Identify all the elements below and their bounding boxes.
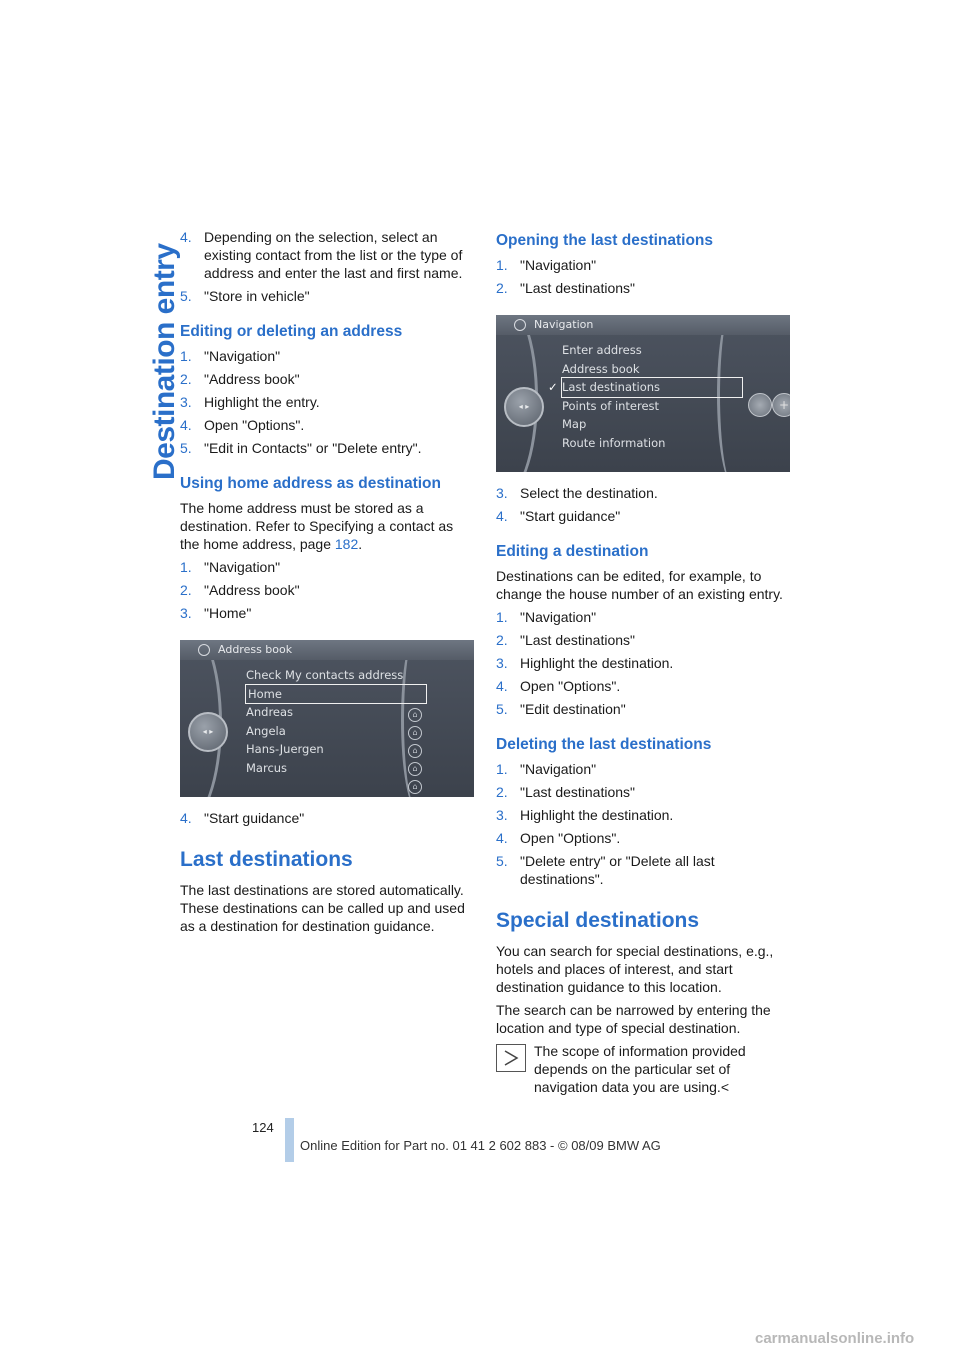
page-number: 124 <box>252 1120 274 1135</box>
menu-item: Hans-Juergen <box>246 742 324 756</box>
note-icon <box>496 1044 526 1072</box>
settings-icon <box>514 319 526 331</box>
menu-item: Address book <box>562 361 640 376</box>
contact-icon: ⌂ <box>408 780 422 794</box>
list-item: 1. "Navigation" <box>496 609 597 625</box>
menu-item: Enter address <box>562 343 642 357</box>
knob-icon <box>748 393 772 417</box>
list-item: 3. Select the destination. <box>496 485 658 501</box>
menu-item: Check My contacts address <box>246 668 404 682</box>
contact-icon: ⌂ <box>408 744 422 758</box>
special-paragraph-1: You can search for special destinations, e.g., hotels and places of interest, and start destination guidance to this location. <box>496 943 774 995</box>
navigation-screenshot <box>496 315 790 472</box>
list-item: 2. "Last destinations" <box>496 280 636 296</box>
list-item: 5. "Edit destination" <box>496 701 626 717</box>
list-item: 3. Highlight the entry. <box>180 394 320 410</box>
list-item: 4. Open "Options". <box>180 417 305 433</box>
list-item: 3. Highlight the destination. <box>496 655 674 671</box>
page-link[interactable]: 182 <box>334 536 359 552</box>
footer-bar <box>285 1118 294 1162</box>
footer-edition: Online Edition for Part no. 01 41 2 602 883 - © 08/09 BMW AG <box>300 1138 661 1153</box>
heading-delete-destinations: Deleting the last destinations <box>496 736 712 753</box>
plus-icon: + <box>772 393 790 417</box>
list-item: 4. Open "Options". <box>496 678 621 694</box>
section-title <box>118 230 181 490</box>
heading-edit-address: Editing or deleting an address <box>180 323 403 340</box>
note-end-mark: < <box>720 1079 729 1095</box>
list-item: 3. "Home" <box>180 605 252 621</box>
controller-knob-icon: ◂ ▸ <box>188 712 228 752</box>
note-text: The scope of information provided depends on the particular set of navigation data you are using. <box>534 1043 746 1095</box>
special-paragraph-2: The search can be narrowed by entering the location and type of special destination. <box>496 1002 771 1036</box>
menu-item: Andreas <box>246 705 294 719</box>
right-column <box>496 228 792 1096</box>
menu-item-highlighted: Home <box>246 685 426 704</box>
screen-menu <box>246 666 426 777</box>
heading-home-address: Using home address as destination <box>180 475 441 492</box>
list-item: 1. "Navigation" <box>180 559 281 575</box>
list-item: 4. Depending on the selection, select an existing contact from the list or the type of address and enter the last and first name. <box>180 229 463 281</box>
edit-destination-paragraph: Destinations can be edited, for example, to change the house number of an existing entry. <box>496 568 783 602</box>
heading-special-destinations: Special destinations <box>496 909 700 932</box>
list-item: 4. Open "Options". <box>496 830 621 846</box>
contact-icon: ⌂ <box>408 762 422 776</box>
note <box>496 1042 792 1096</box>
list-item: 1. "Navigation" <box>496 257 597 273</box>
menu-item: Points of interest <box>562 398 660 413</box>
heading-open-last: Opening the last destinations <box>496 232 714 249</box>
menu-item: Route information <box>562 435 666 450</box>
list-item: 4. "Start guidance" <box>180 810 305 826</box>
left-column <box>180 228 476 940</box>
check-icon: ✓ <box>548 380 558 394</box>
section-title-text: Destination entry <box>148 243 181 480</box>
menu-item-highlighted: ✓ Last destinations <box>562 378 742 397</box>
list-item: 1. "Navigation" <box>496 761 597 777</box>
list-item: 3. Highlight the destination. <box>496 807 674 823</box>
screen-header: Address book <box>180 640 474 660</box>
list-item: 5. "Edit in Contacts" or "Delete entry". <box>180 440 422 456</box>
list-item: 1. "Navigation" <box>180 348 281 364</box>
menu-item: Marcus <box>246 760 288 775</box>
settings-icon <box>198 644 210 656</box>
list-item: 5. "Store in vehicle" <box>180 288 310 304</box>
contact-icon: ⌂ <box>408 726 422 740</box>
last-destinations-paragraph: The last destinations are stored automatically. These destinations can be called up and used as a destination for destination guidance. <box>180 882 465 934</box>
list-item: 5. "Delete entry" or "Delete all last destinations". <box>496 853 715 887</box>
list-item: 2. "Last destinations" <box>496 784 636 800</box>
menu-item: Angela <box>246 723 286 738</box>
list-item: 2. "Last destinations" <box>496 632 636 648</box>
watermark: carmanualsonline.info <box>755 1330 915 1347</box>
heading-last-destinations: Last destinations <box>180 848 353 871</box>
list-item: 2. "Address book" <box>180 582 300 598</box>
contact-icon: ⌂ <box>408 708 422 722</box>
controller-knob-icon: ◂ ▸ <box>504 387 544 427</box>
list-item: 2. "Address book" <box>180 371 300 387</box>
screen-header: Navigation <box>496 315 790 335</box>
screen-menu <box>548 341 742 452</box>
heading-edit-destination: Editing a destination <box>496 543 649 560</box>
address-book-screenshot <box>180 640 474 797</box>
menu-item: Map <box>562 417 587 431</box>
home-paragraph: The home address must be stored as a destination. Refer to Specifying a contact as the home address, page 182. <box>180 500 454 552</box>
list-item: 4. "Start guidance" <box>496 508 621 524</box>
